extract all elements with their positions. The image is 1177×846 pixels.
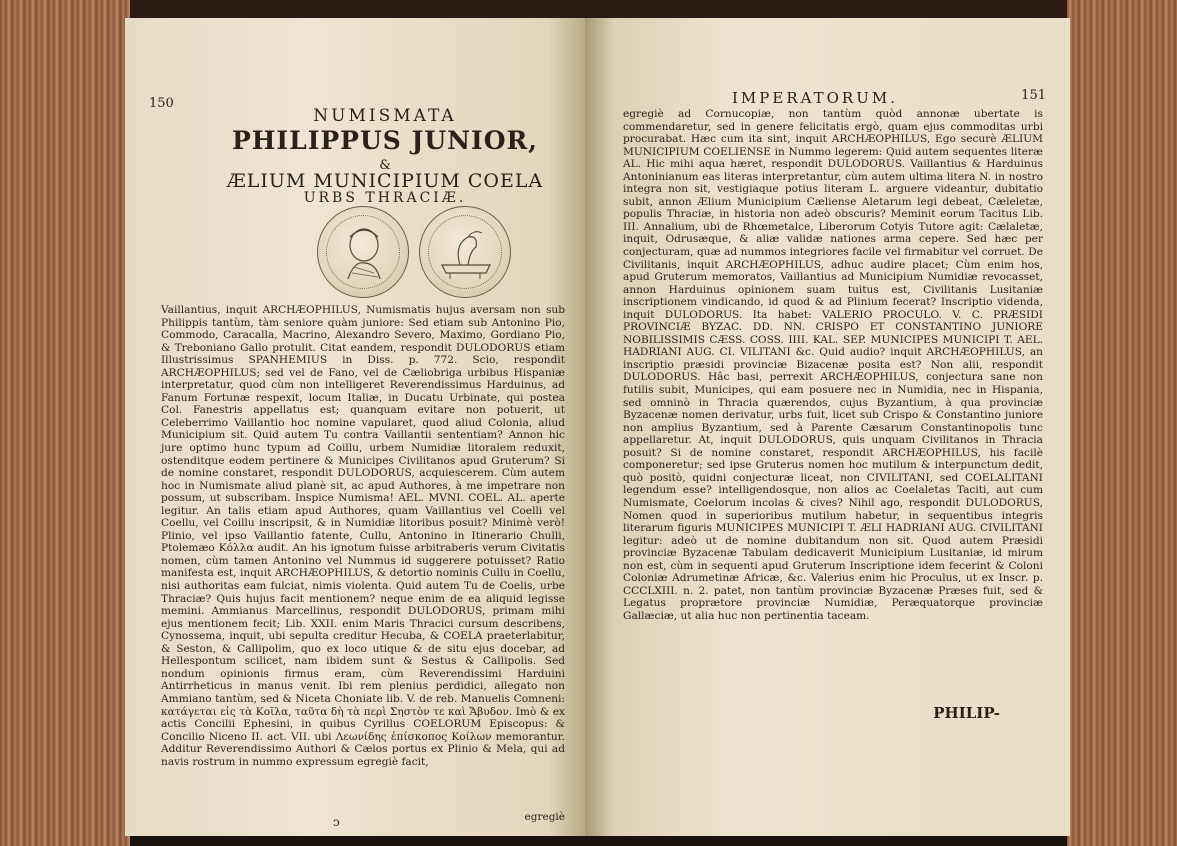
catchword: egregiè <box>524 811 565 823</box>
page-number: 151 <box>1021 88 1046 103</box>
page-title: PHILIPPUS JUNIOR, <box>232 126 538 155</box>
ampersand: & <box>379 158 391 173</box>
ship-prow-cornucopia-icon <box>420 207 510 297</box>
page-edges-right <box>1067 0 1177 846</box>
portrait-bust-icon <box>318 207 408 297</box>
left-body-text <box>161 304 565 768</box>
page-edges-left <box>0 0 130 846</box>
coin-reverse <box>419 206 511 298</box>
heading: NUMISMATA <box>313 106 457 126</box>
paragraph: Vaillantius, inquit ARCHÆOPHILUS, Numismatis hujus aversam non sub Philippis tantùm, tàm seniore quàm juniore: Sed etiam sub Antonino Pio, Commodo, Caracalla, Macrino, Alexandro Severo, Maximo, Gordiano Pio, & Treboniano Gallo protulit. Citat eandem, respondit DULODORUS etiam Illustrissimus SPANHEMIUS in Diss. p. 772. Scio, respondit ARCHÆOPHILUS; sed vel de Fano, vel de Cæliobriga urbibus Hispaniæ interpretatur, quod cùm non intelligeret Reverendissimus Harduinus, ad Fanum Fortunæ respexit, locum Italiæ, in Ducatu Urbinate, qui postea Col. Fanestris appellatus est; quanquam evitare non potuerit, ut Celeberrimo Vaillantio hoc nomine vapularet, quod aliud Colonia, aliud Municipium sit. Quid autem Tu contra Vaillantii sententiam? Annon hic jure optimo hunc typum ad Coillu, urbem Numidiæ litoralem reduxit, ostenditque eodem pertinere & Municipes Civilitanos apud Gruterum? Si de nomine constaret, respondit DULODORUS, acquiescerem. Cùm autem hoc in Numismate aliud planè sit, ac apud Authores, à me impetrare non possum, ut subscribam. Inspice Numisma! AEL. MVNI. COEL. AL. aperte legitur. An talis etiam apud Authores, quam Vaillantius vel Coelli vel Coellu, vel Coillu inscripsit, & in Numidiæ litoribus posuit? Minimè verò! Plinio, vel ipso Vaillantio fatente, Cullu, Antonino in Itinerario Chulli, Ptolemæo Κόλλα audit. An his ignotum fuisse arbitraberis verum Civitatis nomen, cùm tamen Antonino vel Nummus id suggerere potuisset? Ratio manifesta est, inquit ARCHÆOPHILUS, & detortio nominis Cullu in Coellu, nisi authoritas eam fulciat, nimis violenta. Quid autem Tu de Coelis, urbe Thraciæ? Quis hujus facit mentionem? neque enim de ea aliquid legisse memini. Ammianus Marcellinus, respondit DULODORUS, primam mihi ejus mentionem fecit; Lib. XXII. enim Maris Thracici cursum describens, Cynossema, inquit, ubi sepulta creditur Hecuba, & COELA praeterlabitur, & Seston, & Callipolim, quo ex loco utique & de situ ejus docebar, ad Hellespontum scilicet, nam ibidem sunt & Sestus & Callipolis. Sed nondum opinionis firmus eram, cùm Reverendissimi Harduini Antirrheticus in manus venit. Ibi rem plenius perdidici, allegato non Ammiano tantùm, sed & Niceta Choniate lib. V. de reb. Manuelis Comneni: κατάγεται εἰς τὰ Κοῖλα, ταῦτα δὴ τὰ περὶ Σηστὸν τε καὶ Ἄβυδον. Imò & ex actis Concilii Ephesini, in quibus Cyrillus COELORUM Episcopus: & Concilio Niceno II. act. VII. ubi Λεωνίδης ἐπίσκοπος Κοίλων memorantur. Additur Reverendissimo Authori & Cælos portus ex Plinio & Mela, qui ad navis rostrum in nummo expressum egregiè facit, <box>161 304 565 768</box>
subtitle: ÆLIUM MUNICIPIUM COELA <box>226 170 544 192</box>
paragraph: egregiè ad Cornucopiæ, non tantùm quòd annonæ ubertate is commendaretur, sed in genere felicitatis ergò, quam ejus commoditas urbi procurabat. Hæc cum ita sint, inquit ARCHÆOPHILUS, Ego securè ÆLIUM MUNICIPIUM COELIENSE in Nummo legerem: Quid autem sequentes literæ AL. Hic mihi aqua hæret, respondit DULODORUS. Vaillantius & Harduinus Antoninianum eas literas interpretantur, cùm autem ultima litera N. in nostro integra non sit, vestigiaque potius literam L. arguere videantur, dubitatio subit, annon Ælium Municipium Cæliense Aletarum legi debeat, Cæleletæ, populis Thraciæ, in historia non adeò obscuris? Meminit eorum Tacitus Lib. III. Annalium, ubi de Rhœmetalce, Liberorum Cotyis Tutore agit: Cælaletæ, inquit, Odrusæque, & aliæ validæ nationes arma cepere. Sed hæc per conjecturam, quæ ad nummos integriores facile vel firmabitur vel corruet. De Civilitanis, inquit ARCHÆOPHILUS, adhuc audire placet; Cùm enim hos, apud Gruterum memoratos, Vaillantius ad Municipium Numidiæ revocasset, annon Harduinus opinionem suam tuitus est, Civilitanis Lusitaniæ inscriptionem vindicando, id quod & ad Plinium fecerat? Inscriptio videnda, inquit DULODORUS. Ita habet: VALERIO PROCULO. V. C. PRÆSIDI PROVINCIÆ BYZAC. DD. NN. CRISPO ET CONSTANTINO JUNIORE NOBILISSIMIS CÆSS. COSS. IIII. KAL. SEP. MUNICIPES MUNICIPI T. AEL. HADRIANI AUG. CI. VILITANI &c. Quid audio? inquit ARCHÆOPHILUS, an inscriptio præsidi provinciæ Bizacenæ posita est? Non alii, respondit DULODORUS. Hâc basi, perrexit ARCHÆOPHILUS, conjectura sane non futilis subit, Municipes, qui eam posuere nec in Numidia, nec in Hispania, sed omninò in Thracia quærendos, cujus Byzantium, à qua provinciæ Byzacenæ nomen derivatur, urbs fuit, licet sub Crispo & Constantino juniore non amplius Byzantium, sed à Parente Cæsarum Constantinopolis tunc appellaretur. At, inquit DULODORUS, quis unquam Civilitanos in Thracia posuit? Si de nomine constaret, respondit ARCHÆOPHILUS, his facilè componeretur; sed ipse Gruterus nomen hoc mutilum & interpunctum dedit, quò positò, quidni conjecturæ liceat, non CIVILITANI, sed COELALITANI legendum esse? intelligendosque, non alios ac Coelaletas Taciti, aut cum Numismate, Coelorum incolas & cives? Nihil ago, respondit DULODORUS, Nomen quod in superioribus mutilum habetur, in sequentibus integris literarum figuris MUNICIPES MUNICIPI T. ÆLI HADRIANI AUG. CIVILITANI legitur: adeò ut de nomine dubitandum non sit. Quod autem Præsidi provinciæ Byzacenæ Tabulam dedicaverit Municipium Lusitaniæ, id mirum non est, cùm in sequenti apud Gruterum Inscriptione idem fecerint & Coloni Coloniæ Adrumetinæ Africæ, &c. Valerius enim hic Proculus, ut ex Inscr. p. CCCLXIII. n. 2. patet, non tantùm provinciæ Byzacenæ Præses fuit, sed & Legatus proprætore provinciæ Numidiæ, Peræquatorque provinciæ Gallæciæ, ut alia huc non pertinentia taceam. <box>623 108 1043 622</box>
right-body-text <box>623 108 1043 622</box>
catchword: PHILIP- <box>933 704 1000 722</box>
left-page <box>125 18 585 836</box>
page-number: 150 <box>149 96 174 111</box>
right-page <box>585 18 1070 836</box>
coin-illustration <box>317 206 517 298</box>
signature-mark: ↄ <box>333 815 340 829</box>
coin-obverse <box>317 206 409 298</box>
running-head: IMPERATORUM. <box>732 89 898 107</box>
subtitle-city: URBS THRACIÆ. <box>303 190 467 206</box>
